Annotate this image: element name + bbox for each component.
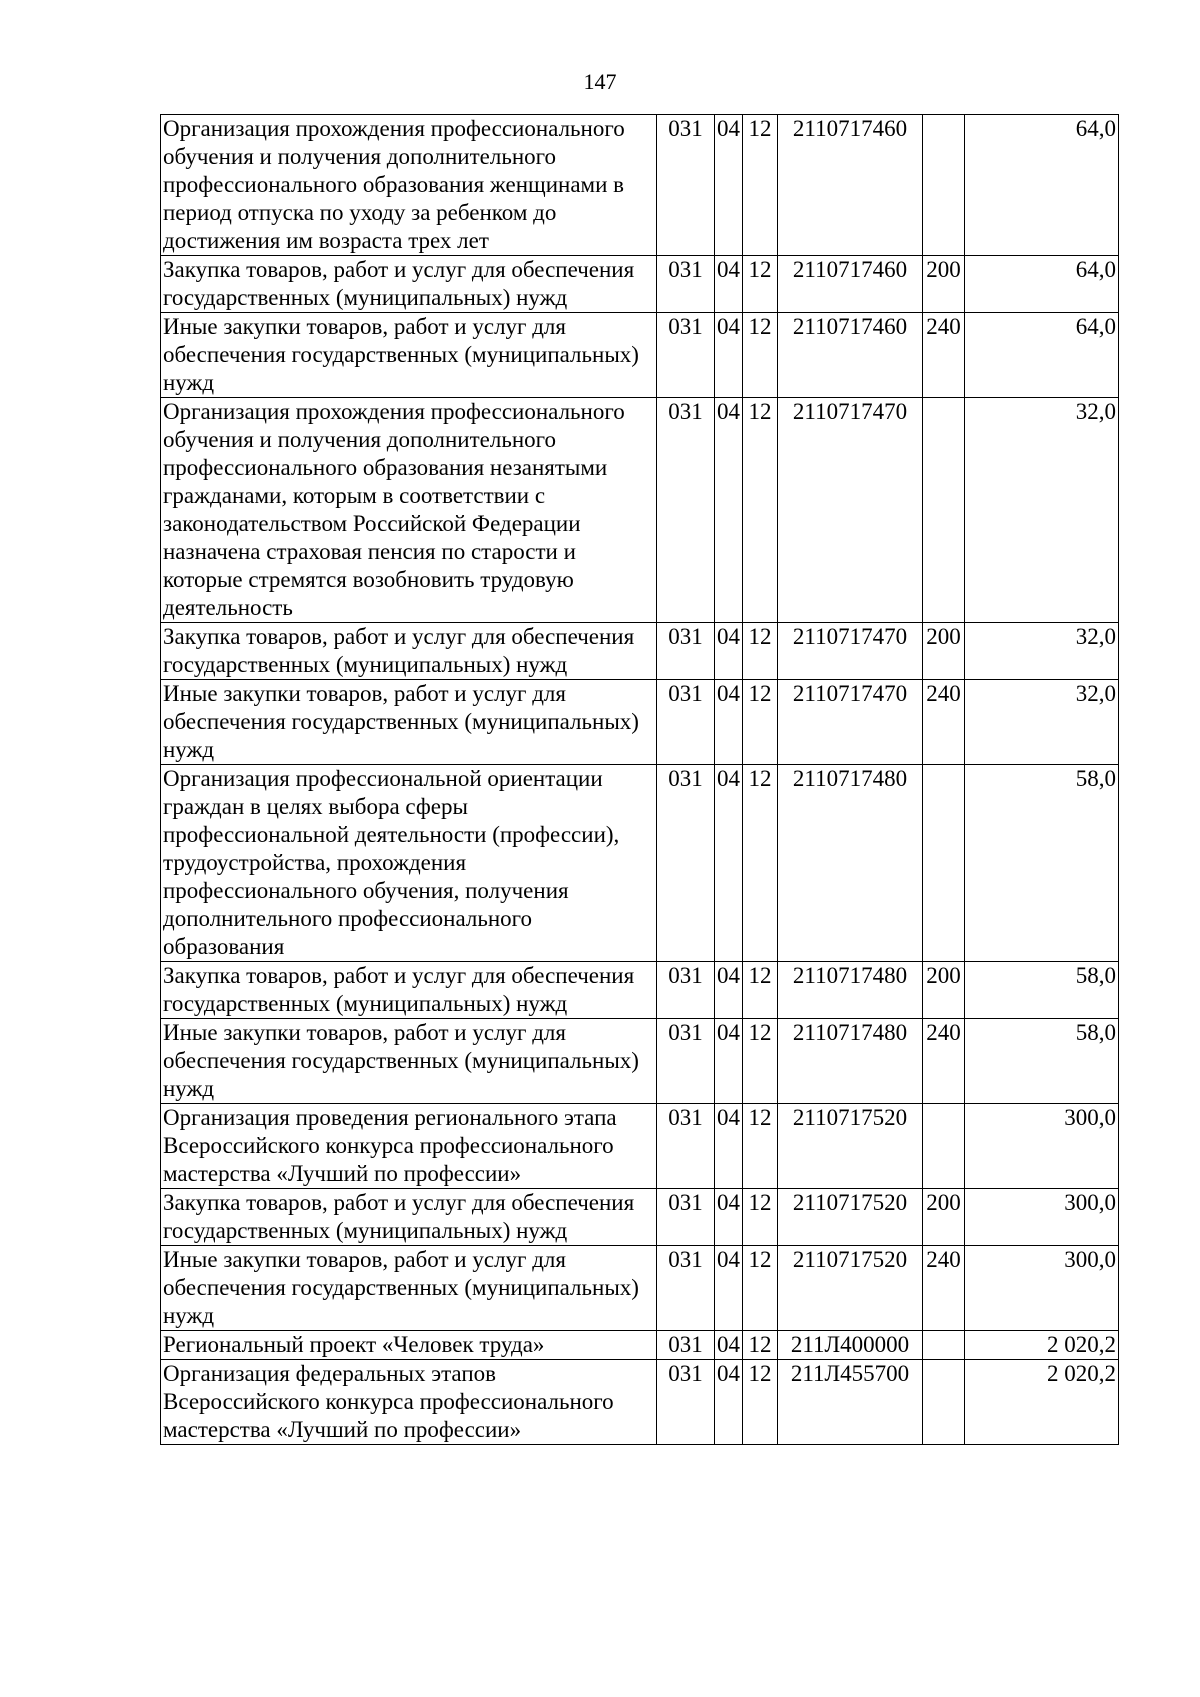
row-name-cell: Организация профессиональной ориентации граждан в целях выбора сферы профессиональной деятельности (профессии), трудоустройства, прохождения профессионального обучения, получения дополнительного профессионального образования xyxy=(161,765,657,962)
ministry-code-cell: 031 xyxy=(657,398,715,623)
amount-cell: 64,0 xyxy=(965,313,1119,398)
expense-type-code-cell xyxy=(923,765,965,962)
row-name-cell: Иные закупки товаров, работ и услуг для обеспечения государственных (муниципальных) нужд xyxy=(161,1246,657,1331)
subsection-code-cell: 12 xyxy=(743,1331,778,1360)
subsection-code-cell: 12 xyxy=(743,765,778,962)
row-name-cell: Организация прохождения профессионального обучения и получения дополнительного профессионального образования женщинами в период отпуска по уходу за ребенком до достижения им возраста трех лет xyxy=(161,115,657,256)
ministry-code-cell: 031 xyxy=(657,115,715,256)
row-name-cell: Организация проведения регионального этапа Всероссийского конкурса профессионального мастерства «Лучший по профессии» xyxy=(161,1104,657,1189)
target-article-code-cell: 2110717470 xyxy=(778,680,923,765)
expense-type-code-cell xyxy=(923,1331,965,1360)
ministry-code-cell: 031 xyxy=(657,1104,715,1189)
table-row xyxy=(161,1189,1119,1246)
table-row xyxy=(161,1331,1119,1360)
amount-cell: 58,0 xyxy=(965,962,1119,1019)
expense-type-code-cell xyxy=(923,115,965,256)
target-article-code-cell: 2110717470 xyxy=(778,398,923,623)
ministry-code-cell: 031 xyxy=(657,1019,715,1104)
budget-table-body xyxy=(161,115,1119,1445)
subsection-code-cell: 12 xyxy=(743,962,778,1019)
target-article-code-cell: 2110717480 xyxy=(778,765,923,962)
target-article-code-cell: 2110717520 xyxy=(778,1189,923,1246)
subsection-code-cell: 12 xyxy=(743,1104,778,1189)
section-code-cell: 04 xyxy=(715,313,743,398)
row-name-cell: Закупка товаров, работ и услуг для обеспечения государственных (муниципальных) нужд xyxy=(161,1189,657,1246)
subsection-code-cell: 12 xyxy=(743,1360,778,1445)
table-row xyxy=(161,313,1119,398)
row-name-cell: Закупка товаров, работ и услуг для обеспечения государственных (муниципальных) нужд xyxy=(161,256,657,313)
amount-cell: 58,0 xyxy=(965,1019,1119,1104)
row-name-cell: Организация прохождения профессионального обучения и получения дополнительного профессионального образования незанятыми гражданами, которым в соответствии с законодательством Российской Федерации назначена страховая пенсия по старости и которые стремятся возобновить трудовую деятельность xyxy=(161,398,657,623)
table-row xyxy=(161,1246,1119,1331)
amount-cell: 32,0 xyxy=(965,680,1119,765)
budget-table xyxy=(160,114,1119,1445)
expense-type-code-cell xyxy=(923,1360,965,1445)
expense-type-code-cell: 200 xyxy=(923,256,965,313)
expense-type-code-cell xyxy=(923,1104,965,1189)
target-article-code-cell: 2110717480 xyxy=(778,1019,923,1104)
target-article-code-cell: 211Л455700 xyxy=(778,1360,923,1445)
expense-type-code-cell: 200 xyxy=(923,962,965,1019)
ministry-code-cell: 031 xyxy=(657,1246,715,1331)
section-code-cell: 04 xyxy=(715,680,743,765)
ministry-code-cell: 031 xyxy=(657,1331,715,1360)
amount-cell: 32,0 xyxy=(965,398,1119,623)
table-row xyxy=(161,623,1119,680)
target-article-code-cell: 2110717460 xyxy=(778,115,923,256)
amount-cell: 2 020,2 xyxy=(965,1331,1119,1360)
expense-type-code-cell: 240 xyxy=(923,1019,965,1104)
subsection-code-cell: 12 xyxy=(743,623,778,680)
amount-cell: 58,0 xyxy=(965,765,1119,962)
row-name-cell: Организация федеральных этапов Всероссийского конкурса профессионального мастерства «Лучший по профессии» xyxy=(161,1360,657,1445)
table-row xyxy=(161,398,1119,623)
table-row xyxy=(161,1104,1119,1189)
expense-type-code-cell: 240 xyxy=(923,313,965,398)
subsection-code-cell: 12 xyxy=(743,115,778,256)
page-number: 147 xyxy=(583,69,617,94)
target-article-code-cell: 2110717520 xyxy=(778,1104,923,1189)
section-code-cell: 04 xyxy=(715,1246,743,1331)
subsection-code-cell: 12 xyxy=(743,680,778,765)
target-article-code-cell: 2110717470 xyxy=(778,623,923,680)
table-row xyxy=(161,115,1119,256)
row-name-cell: Иные закупки товаров, работ и услуг для обеспечения государственных (муниципальных) нужд xyxy=(161,1019,657,1104)
row-name-cell: Иные закупки товаров, работ и услуг для обеспечения государственных (муниципальных) нужд xyxy=(161,680,657,765)
ministry-code-cell: 031 xyxy=(657,313,715,398)
row-name-cell: Закупка товаров, работ и услуг для обеспечения государственных (муниципальных) нужд xyxy=(161,623,657,680)
amount-cell: 300,0 xyxy=(965,1104,1119,1189)
table-row xyxy=(161,765,1119,962)
ministry-code-cell: 031 xyxy=(657,256,715,313)
expense-type-code-cell: 240 xyxy=(923,680,965,765)
section-code-cell: 04 xyxy=(715,1019,743,1104)
amount-cell: 64,0 xyxy=(965,256,1119,313)
expense-type-code-cell: 240 xyxy=(923,1246,965,1331)
row-name-cell: Иные закупки товаров, работ и услуг для обеспечения государственных (муниципальных) нужд xyxy=(161,313,657,398)
target-article-code-cell: 211Л400000 xyxy=(778,1331,923,1360)
table-row xyxy=(161,1360,1119,1445)
section-code-cell: 04 xyxy=(715,1189,743,1246)
subsection-code-cell: 12 xyxy=(743,256,778,313)
section-code-cell: 04 xyxy=(715,256,743,313)
subsection-code-cell: 12 xyxy=(743,1189,778,1246)
amount-cell: 32,0 xyxy=(965,623,1119,680)
target-article-code-cell: 2110717460 xyxy=(778,313,923,398)
target-article-code-cell: 2110717460 xyxy=(778,256,923,313)
section-code-cell: 04 xyxy=(715,765,743,962)
section-code-cell: 04 xyxy=(715,398,743,623)
row-name-cell: Региональный проект «Человек труда» xyxy=(161,1331,657,1360)
target-article-code-cell: 2110717520 xyxy=(778,1246,923,1331)
ministry-code-cell: 031 xyxy=(657,623,715,680)
row-name-cell: Закупка товаров, работ и услуг для обеспечения государственных (муниципальных) нужд xyxy=(161,962,657,1019)
expense-type-code-cell: 200 xyxy=(923,1189,965,1246)
table-row xyxy=(161,962,1119,1019)
amount-cell: 300,0 xyxy=(965,1246,1119,1331)
table-row xyxy=(161,256,1119,313)
ministry-code-cell: 031 xyxy=(657,1189,715,1246)
target-article-code-cell: 2110717480 xyxy=(778,962,923,1019)
expense-type-code-cell xyxy=(923,398,965,623)
section-code-cell: 04 xyxy=(715,962,743,1019)
section-code-cell: 04 xyxy=(715,115,743,256)
section-code-cell: 04 xyxy=(715,1104,743,1189)
table-row xyxy=(161,1019,1119,1104)
section-code-cell: 04 xyxy=(715,623,743,680)
subsection-code-cell: 12 xyxy=(743,398,778,623)
ministry-code-cell: 031 xyxy=(657,1360,715,1445)
amount-cell: 300,0 xyxy=(965,1189,1119,1246)
table-row xyxy=(161,680,1119,765)
ministry-code-cell: 031 xyxy=(657,765,715,962)
ministry-code-cell: 031 xyxy=(657,680,715,765)
amount-cell: 2 020,2 xyxy=(965,1360,1119,1445)
ministry-code-cell: 031 xyxy=(657,962,715,1019)
subsection-code-cell: 12 xyxy=(743,313,778,398)
subsection-code-cell: 12 xyxy=(743,1246,778,1331)
section-code-cell: 04 xyxy=(715,1331,743,1360)
subsection-code-cell: 12 xyxy=(743,1019,778,1104)
amount-cell: 64,0 xyxy=(965,115,1119,256)
section-code-cell: 04 xyxy=(715,1360,743,1445)
expense-type-code-cell: 200 xyxy=(923,623,965,680)
